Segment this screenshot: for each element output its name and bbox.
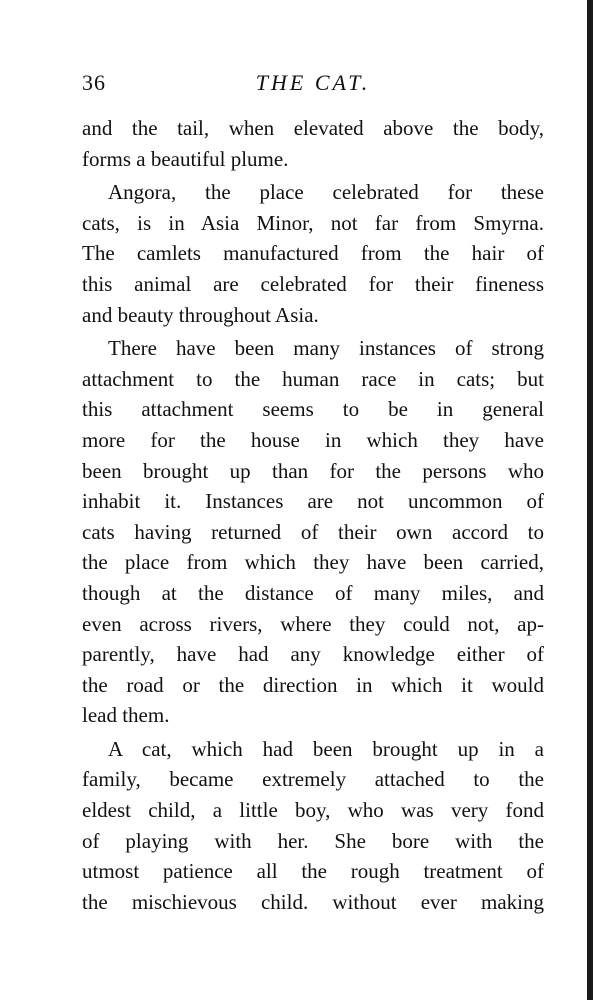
text-line: forms a beautiful plume. xyxy=(82,146,289,171)
page-edge-shadow xyxy=(587,0,593,1000)
running-title: THE CAT. xyxy=(255,70,371,95)
text-line: The camlets manufactured from the hair of xyxy=(82,241,544,266)
text-line: parently, have had any knowledge either of xyxy=(82,642,544,667)
text-line: this attachment seems to be in general xyxy=(82,397,544,422)
page-number: 36 xyxy=(82,70,106,95)
text-line: even across rivers, where they could not, ap- xyxy=(82,611,544,636)
paragraph xyxy=(82,734,544,918)
text-line: eldest child, a little boy, who was very fond xyxy=(82,798,544,823)
text-line: attachment to the human race in cats; but xyxy=(82,366,544,391)
text-line: family, became extremely attached to the xyxy=(82,767,544,792)
text-line: Angora, the place celebrated for these xyxy=(108,180,544,205)
text-line: the mischievous child. without ever making xyxy=(82,889,544,914)
text-line: the place from which they have been carried, xyxy=(82,550,544,575)
text-line: utmost patience all the rough treatment of xyxy=(82,859,544,884)
text-line: the road or the direction in which it would xyxy=(82,672,544,697)
text-line: though at the distance of many miles, and xyxy=(82,580,544,605)
text-line: and the tail, when elevated above the body, xyxy=(82,116,544,140)
text-line: cats, is in Asia Minor, not far from Smyrna. xyxy=(82,210,544,235)
body-text xyxy=(82,113,544,917)
text-line: cats having returned of their own accord to xyxy=(82,519,544,544)
text-line: A cat, which had been brought up in a xyxy=(108,736,544,761)
text-line: of playing with her. She bore with the xyxy=(82,828,544,853)
paragraph xyxy=(82,177,544,330)
text-line: been brought up than for the persons who xyxy=(82,458,544,483)
paragraph xyxy=(82,113,544,174)
paragraph xyxy=(82,333,544,731)
page-header xyxy=(82,68,544,98)
text-line: inhabit it. Instances are not uncommon of xyxy=(82,489,544,514)
text-line: There have been many instances of strong xyxy=(108,336,544,361)
text-line: more for the house in which they have xyxy=(82,427,544,452)
text-line: this animal are celebrated for their fineness xyxy=(82,271,544,296)
text-line: lead them. xyxy=(82,703,170,728)
text-line: and beauty throughout Asia. xyxy=(82,302,319,327)
